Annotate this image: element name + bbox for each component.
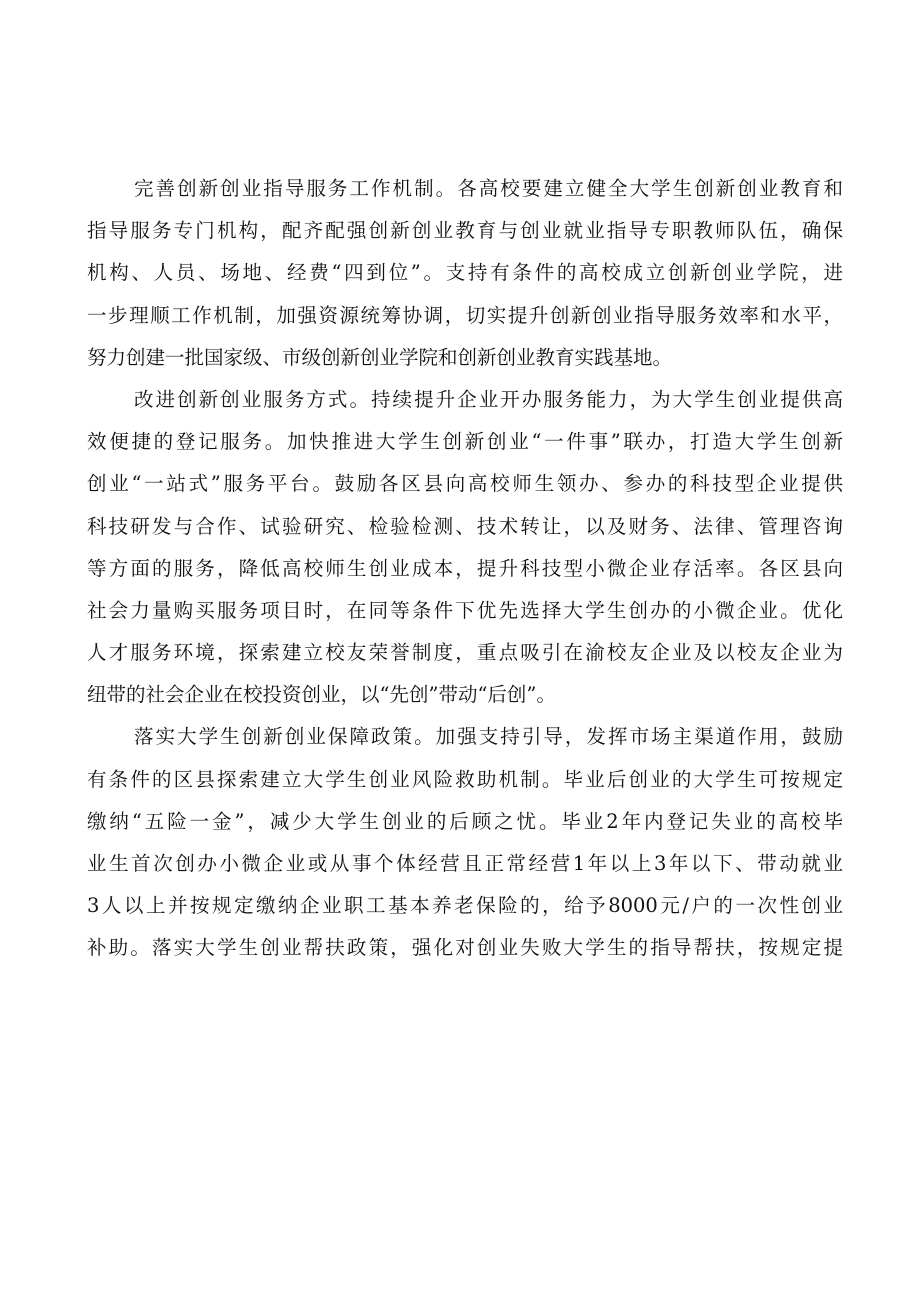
- paragraph-line: 指导服务专门机构，配齐配强创新创业教育与创业就业指导专职教师队伍，确保: [87, 219, 843, 243]
- paragraph-line: 等方面的服务，降低高校师生创业成本，提升科技型小微企业存活率。各区县向: [87, 556, 843, 580]
- paragraph-line: 纽带的社会企业在校投资创业，以“先创”带动“后创”。: [87, 683, 556, 707]
- paragraph-service-methods: [87, 379, 843, 717]
- paragraph-line: 科技研发与合作、试验研究、检验检测、技术转让，以及财务、法律、管理咨询: [87, 514, 843, 538]
- paragraph-line: 社会力量购买服务项目时，在同等条件下优先选择大学生创办的小微企业。优化: [87, 598, 843, 622]
- paragraph-line: 机构、人员、场地、经费“四到位”。支持有条件的高校成立创新创业学院，进: [87, 261, 843, 285]
- paragraph-line: 补助。落实大学生创业帮扶政策，强化对创业失败大学生的指导帮扶，按规定提: [87, 936, 843, 960]
- paragraph-guidance-mechanism: [87, 168, 843, 379]
- paragraph-line: 改进创新创业服务方式。持续提升企业开办服务能力，为大学生创业提供高: [134, 387, 843, 411]
- paragraph-line: 努力创建一批国家级、市级创新创业学院和创新创业教育实践基地。: [87, 345, 673, 369]
- document-body: [87, 168, 843, 970]
- paragraph-line: 3人以上并按规定缴纳企业职工基本养老保险的，给予8000元/户的一次性创业: [87, 894, 843, 918]
- paragraph-line: 完善创新创业指导服务工作机制。各高校要建立健全大学生创新创业教育和: [134, 177, 843, 200]
- paragraph-line: 效便捷的登记服务。加快推进大学生创新创业“一件事”联办，打造大学生创新: [87, 430, 843, 454]
- paragraph-line: 缴纳“五险一金”，减少大学生创业的后顾之忧。毕业2年内登记失业的高校毕: [87, 809, 843, 833]
- paragraph-line: 落实大学生创新创业保障政策。加强支持引导，发挥市场主渠道作用，鼓励: [134, 725, 843, 749]
- paragraph-line: 一步理顺工作机制，加强资源统筹协调，切实提升创新创业指导服务效率和水平，: [87, 303, 843, 327]
- paragraph-support-policy: [87, 716, 843, 969]
- paragraph-line: 人才服务环境，探索建立校友荣誉制度，重点吸引在渝校友企业及以校友企业为: [87, 641, 843, 665]
- paragraph-line: 创业“一站式”服务平台。鼓励各区县向高校师生领办、参办的科技型企业提供: [87, 472, 843, 496]
- paragraph-line: 业生首次创办小微企业或从事个体经营且正常经营1年以上3年以下、带动就业: [87, 852, 843, 875]
- paragraph-line: 有条件的区县探索建立大学生创业风险救助机制。毕业后创业的大学生可按规定: [87, 767, 843, 791]
